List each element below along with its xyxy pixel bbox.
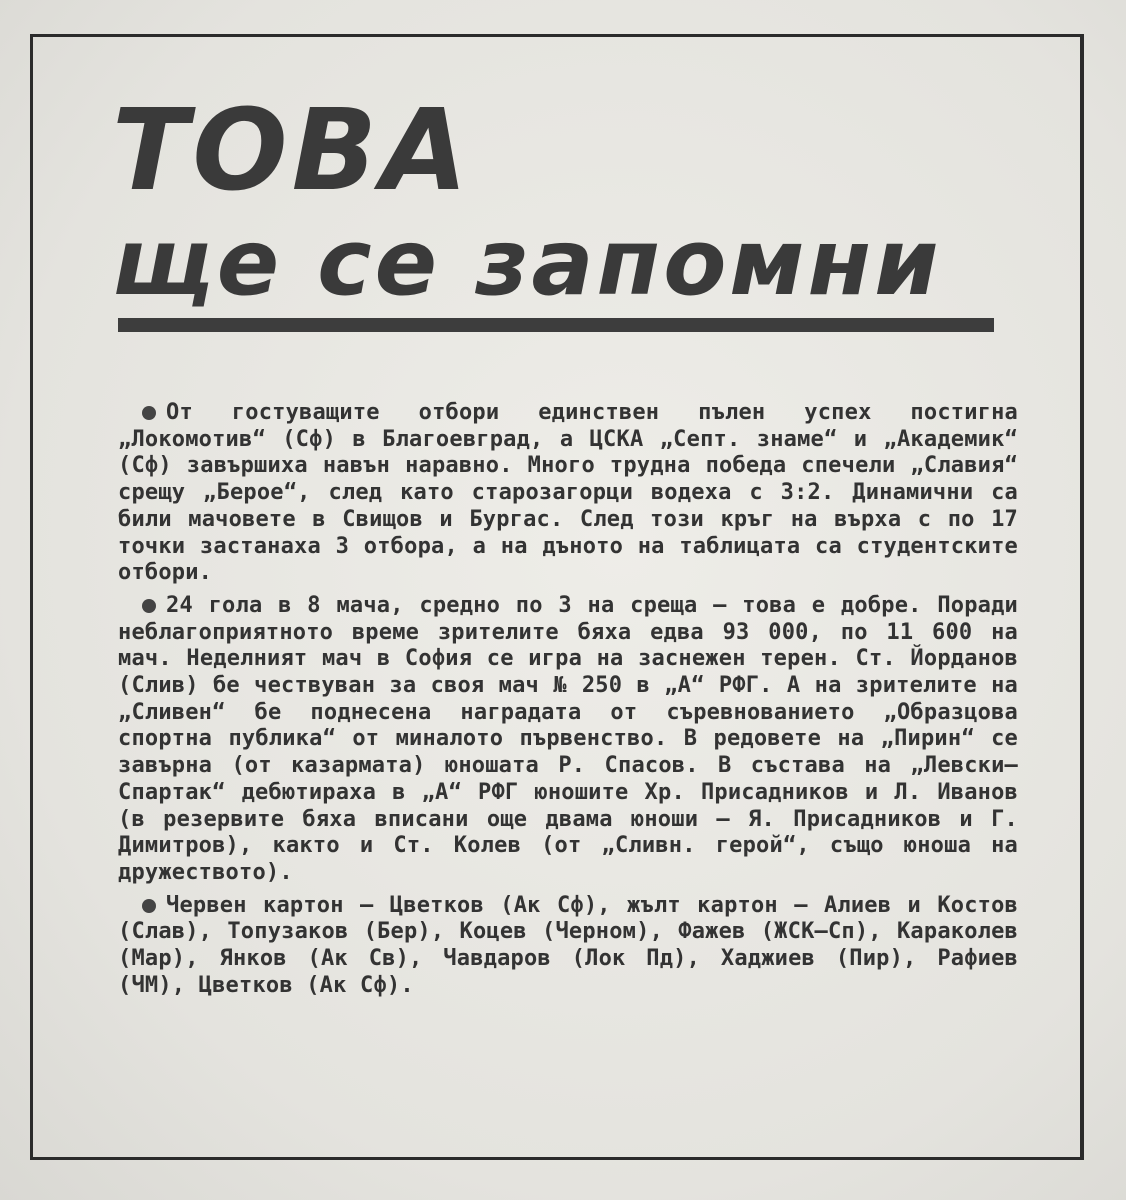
paragraph-1	[118, 400, 1018, 587]
headline	[112, 86, 942, 316]
headline-underline	[118, 318, 994, 332]
headline-line-2: ще се запомни	[112, 209, 942, 316]
bullet-icon	[142, 899, 156, 913]
bullet-icon	[142, 599, 156, 613]
paragraph-text: Червен картон — Цветков (Ак Сф), жълт картон — Алиев и Костов (Слав), Топузаков (Бер), Коцев (Черном), Фажев (ЖСК—Сп), Караколев (Мар), Янков (Ак Св), Чавдаров (Лок Пд), Хаджиев (Пир), Рафиев (ЧМ), Цветков (Ак Сф).	[118, 892, 1018, 998]
article-body	[118, 400, 1018, 1005]
paragraph-3	[118, 893, 1018, 1000]
paragraph-text: 24 гола в 8 мача, средно по 3 на среща — това е добре. Поради неблагоприятното време зрителите бяха едва 93 000, по 11 600 на мач. Неделният мач в София се игра на заснежен терен. Ст. Йорданов (Слив) бе чествуван за своя мач № 250 в „А“ РФГ. А на зрителите на „Сливен“ бе поднесена наградата от съревнованието „Образцова спортна публика“ от миналото първенство. В редовете на „Пирин“ се завърна (от казармата) юношата Р. Спасов. В състава на „Левски—Спартак“ дебютираха в „А“ РФГ юношите Хр. Присадников и Л. Иванов (в резервите бяха вписани още двама юноши — Я. Присадников и Г. Димитров), както и Ст. Колев (от „Сливн. герой“, също юноша на дружеството).	[118, 592, 1018, 885]
paragraph-text: От гостуващите отбори единствен пълен успех постигна „Локомотив“ (Сф) в Благоевград, а ЦСКА „Септ. знаме“ и „Академик“ (Сф) завършиха навън наравно. Много трудна победа спечели „Славия“ срещу „Берое“, след като старозагорци водеха с 3:2. Динамични са били мачовете в Свищов и Бургас. След този кръг на върха с по 17 точки застанаха 3 отбора, а на дъното на таблицата са студентските отбори.	[118, 400, 1018, 586]
headline-line-1: ТОВА	[112, 86, 472, 216]
bullet-icon	[142, 406, 156, 420]
paragraph-2	[118, 593, 1018, 887]
